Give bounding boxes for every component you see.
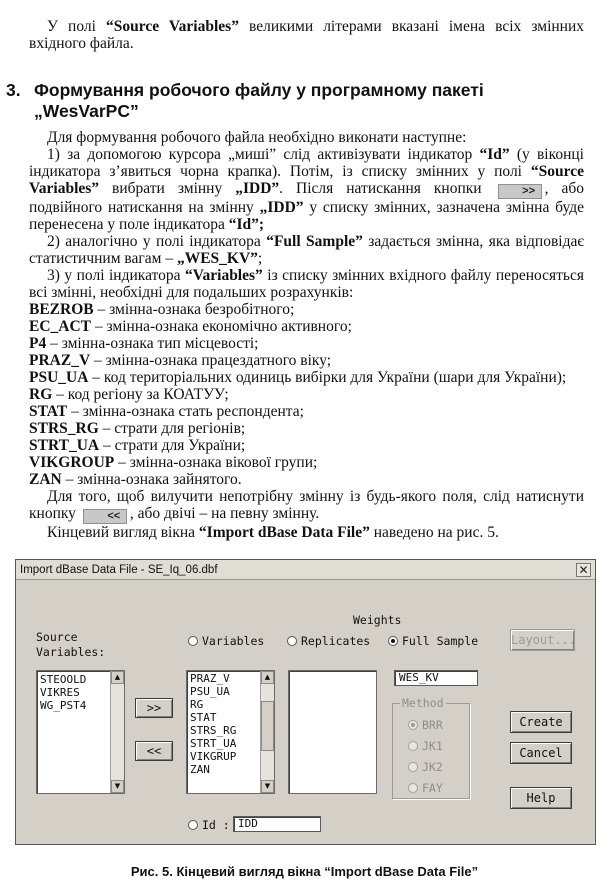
inline-add-button-image: >> (498, 184, 542, 199)
variable-item (29, 454, 584, 471)
variables-list-item[interactable]: STRS_RG (190, 724, 237, 737)
import-dbase-dialog (15, 559, 596, 845)
source-list-item[interactable]: VIKRES (40, 686, 80, 699)
radio-full-sample[interactable]: Full Sample (388, 634, 478, 648)
cancel-button[interactable]: Cancel (510, 742, 572, 764)
variable-name: ZAN (29, 471, 62, 488)
scroll-up-icon[interactable]: ▲ (111, 671, 124, 684)
variable-item (29, 318, 584, 335)
lead-paragraph: Для формування робочого файла необхідно виконати наступне: (47, 129, 467, 146)
section-title-line2: „WesVarPC” (34, 101, 139, 121)
method-radio-dot (408, 720, 418, 730)
source-list-item[interactable]: WG_PST4 (40, 699, 87, 712)
full-sample-field[interactable]: WES_KV (394, 670, 478, 686)
method-radio-dot (408, 783, 418, 793)
variable-name: RG (29, 386, 53, 403)
variable-name: STAT (29, 403, 68, 420)
variable-desc: – страти для регіонів; (98, 420, 246, 437)
variable-desc: – код територіальних одиниць вибірки для України (шари для України); (88, 369, 567, 386)
intro-paragraph: У полі “Source Variables” великими літерами вказані імена всіх змінних вхідного файла. (29, 18, 585, 52)
variable-item (29, 335, 584, 352)
variable-desc: – змінна-ознака безробітного; (93, 301, 295, 318)
variables-list-item[interactable]: VIKGRUP (190, 750, 237, 763)
dialog-title: Import dBase Data File - SE_Iq_06.dbf (20, 564, 218, 576)
create-button[interactable]: Create (510, 711, 572, 733)
variable-name: STRT_UA (29, 437, 100, 454)
source-list-scrollbar[interactable] (110, 671, 124, 793)
source-variables-list[interactable] (36, 670, 125, 794)
method-radio[interactable]: BRR (408, 718, 443, 732)
variables-list-item[interactable]: STRT_UA (190, 737, 237, 750)
scroll-up-icon[interactable]: ▲ (261, 671, 274, 684)
scroll-thumb[interactable] (261, 701, 274, 751)
method-radio[interactable]: JK1 (408, 739, 443, 753)
step-2-paragraph: 2) аналогічно у полі індикатора “Full Sample” задається змінна, яка відповідає статистичним вагам – „WES_KV”; (29, 233, 584, 267)
variable-name: VIKGROUP (29, 454, 115, 471)
radio-variables-dot (188, 636, 198, 646)
method-radio[interactable]: JK2 (408, 760, 443, 774)
variable-item (29, 386, 584, 403)
source-variables-label-1: Source (36, 630, 78, 644)
radio-variables[interactable]: Variables (188, 634, 264, 648)
variable-desc: – страти для України; (99, 437, 246, 454)
radio-id[interactable]: Id : (188, 818, 230, 832)
variables-list-item[interactable]: PSU_UA (190, 685, 230, 698)
replicates-list[interactable] (288, 670, 377, 794)
section-title-line1: Формування робочого файлу у програмному пакеті (34, 80, 484, 100)
scroll-down-icon[interactable]: ▼ (261, 780, 274, 793)
method-label: Method (402, 696, 444, 710)
variables-list-item[interactable]: ZAN (190, 763, 210, 776)
method-radio[interactable]: FAY (408, 781, 443, 795)
help-button[interactable]: Help (510, 787, 572, 809)
variable-desc: – змінна-ознака вікової групи; (114, 454, 318, 471)
source-variables-label-2: Variables: (36, 645, 106, 659)
radio-replicates-dot (287, 636, 297, 646)
variable-name: PRAZ_V (29, 352, 91, 369)
variable-name: EC_ACT (29, 318, 92, 335)
variable-desc: – змінна-ознака тип місцевості; (46, 335, 259, 352)
variable-desc: – змінна-ознака стать респондента; (67, 403, 304, 420)
source-variables-term: “Source Variables” (106, 18, 239, 35)
radio-id-dot (188, 820, 198, 830)
remove-variable-button[interactable]: << (135, 741, 173, 761)
radio-full-sample-dot (388, 636, 398, 646)
section-number: 3. (6, 80, 21, 100)
inline-remove-button-image: << (83, 509, 127, 524)
figure-caption: Рис. 5. Кінцевий вигляд вікна “Import dBase Data File” (130, 864, 479, 879)
variable-item (29, 403, 584, 420)
add-variable-button[interactable]: >> (135, 698, 173, 718)
variable-item (29, 471, 584, 488)
variable-item (29, 420, 584, 437)
source-list-item[interactable]: STEOOLD (40, 673, 87, 686)
variables-list-scrollbar[interactable] (260, 671, 274, 793)
variables-list-item[interactable]: RG (190, 698, 204, 711)
method-radio-dot (408, 762, 418, 772)
weights-label: Weights (353, 613, 402, 627)
final-paragraph: Кінцевий вигляд вікна “Import dBase Data File” наведено на рис. 5. (47, 524, 499, 541)
remove-paragraph: Для того, щоб вилучити непотрібну змінну із будь-якого поля, слід натиснути кнопку << , або двічі – на певну змінну. (29, 488, 584, 522)
body-text (29, 129, 584, 541)
variables-list-item[interactable]: PRAZ_V (190, 672, 230, 685)
variable-name: PSU_UA (29, 369, 89, 386)
variable-desc: – змінна-ознака зайнятого. (61, 471, 242, 488)
variable-item (29, 437, 584, 454)
variable-item (29, 301, 584, 318)
method-radio-dot (408, 741, 418, 751)
step-1-paragraph: 1) за допомогою курсора „миші” слід активізувати індикатор “Id” (у віконці індикатора з’явиться чорна крапка). Потім, із списку змінних у полі “Source Variables” вибрати змінну „IDD”. Після натискання кнопки >> , або подвійного натискання на змінну „IDD” у списку змінних, зазначена змінна буде перенесена у поле індикатора “Id”; (29, 146, 584, 233)
variable-item (29, 352, 584, 369)
id-field[interactable]: IDD (233, 816, 321, 832)
close-icon[interactable]: ✕ (576, 563, 591, 577)
radio-replicates[interactable]: Replicates (287, 634, 370, 648)
layout-button[interactable]: Layout... (510, 629, 575, 651)
variable-name: BEZROB (29, 301, 94, 318)
variable-desc: – код регіону за КОАТУУ; (52, 386, 229, 403)
variable-name: STRS_RG (29, 420, 99, 437)
variables-list[interactable] (186, 670, 275, 794)
variable-desc: – змінна-ознака працездатного віку; (90, 352, 332, 369)
variable-desc: – змінна-ознака економічно активного; (91, 318, 352, 335)
variables-list-item[interactable]: STAT (190, 711, 217, 724)
dialog-title-bar (16, 560, 595, 580)
section-heading (6, 80, 566, 122)
variable-item (29, 369, 584, 386)
variable-list (29, 301, 584, 488)
scroll-down-icon[interactable]: ▼ (111, 780, 124, 793)
variable-name: P4 (29, 335, 47, 352)
step-3-paragraph: 3) у полі індикатора “Variables” із списку змінних вхідного файлу переносяться всі змінні, необхідні для подальших розрахунків: (29, 267, 584, 301)
